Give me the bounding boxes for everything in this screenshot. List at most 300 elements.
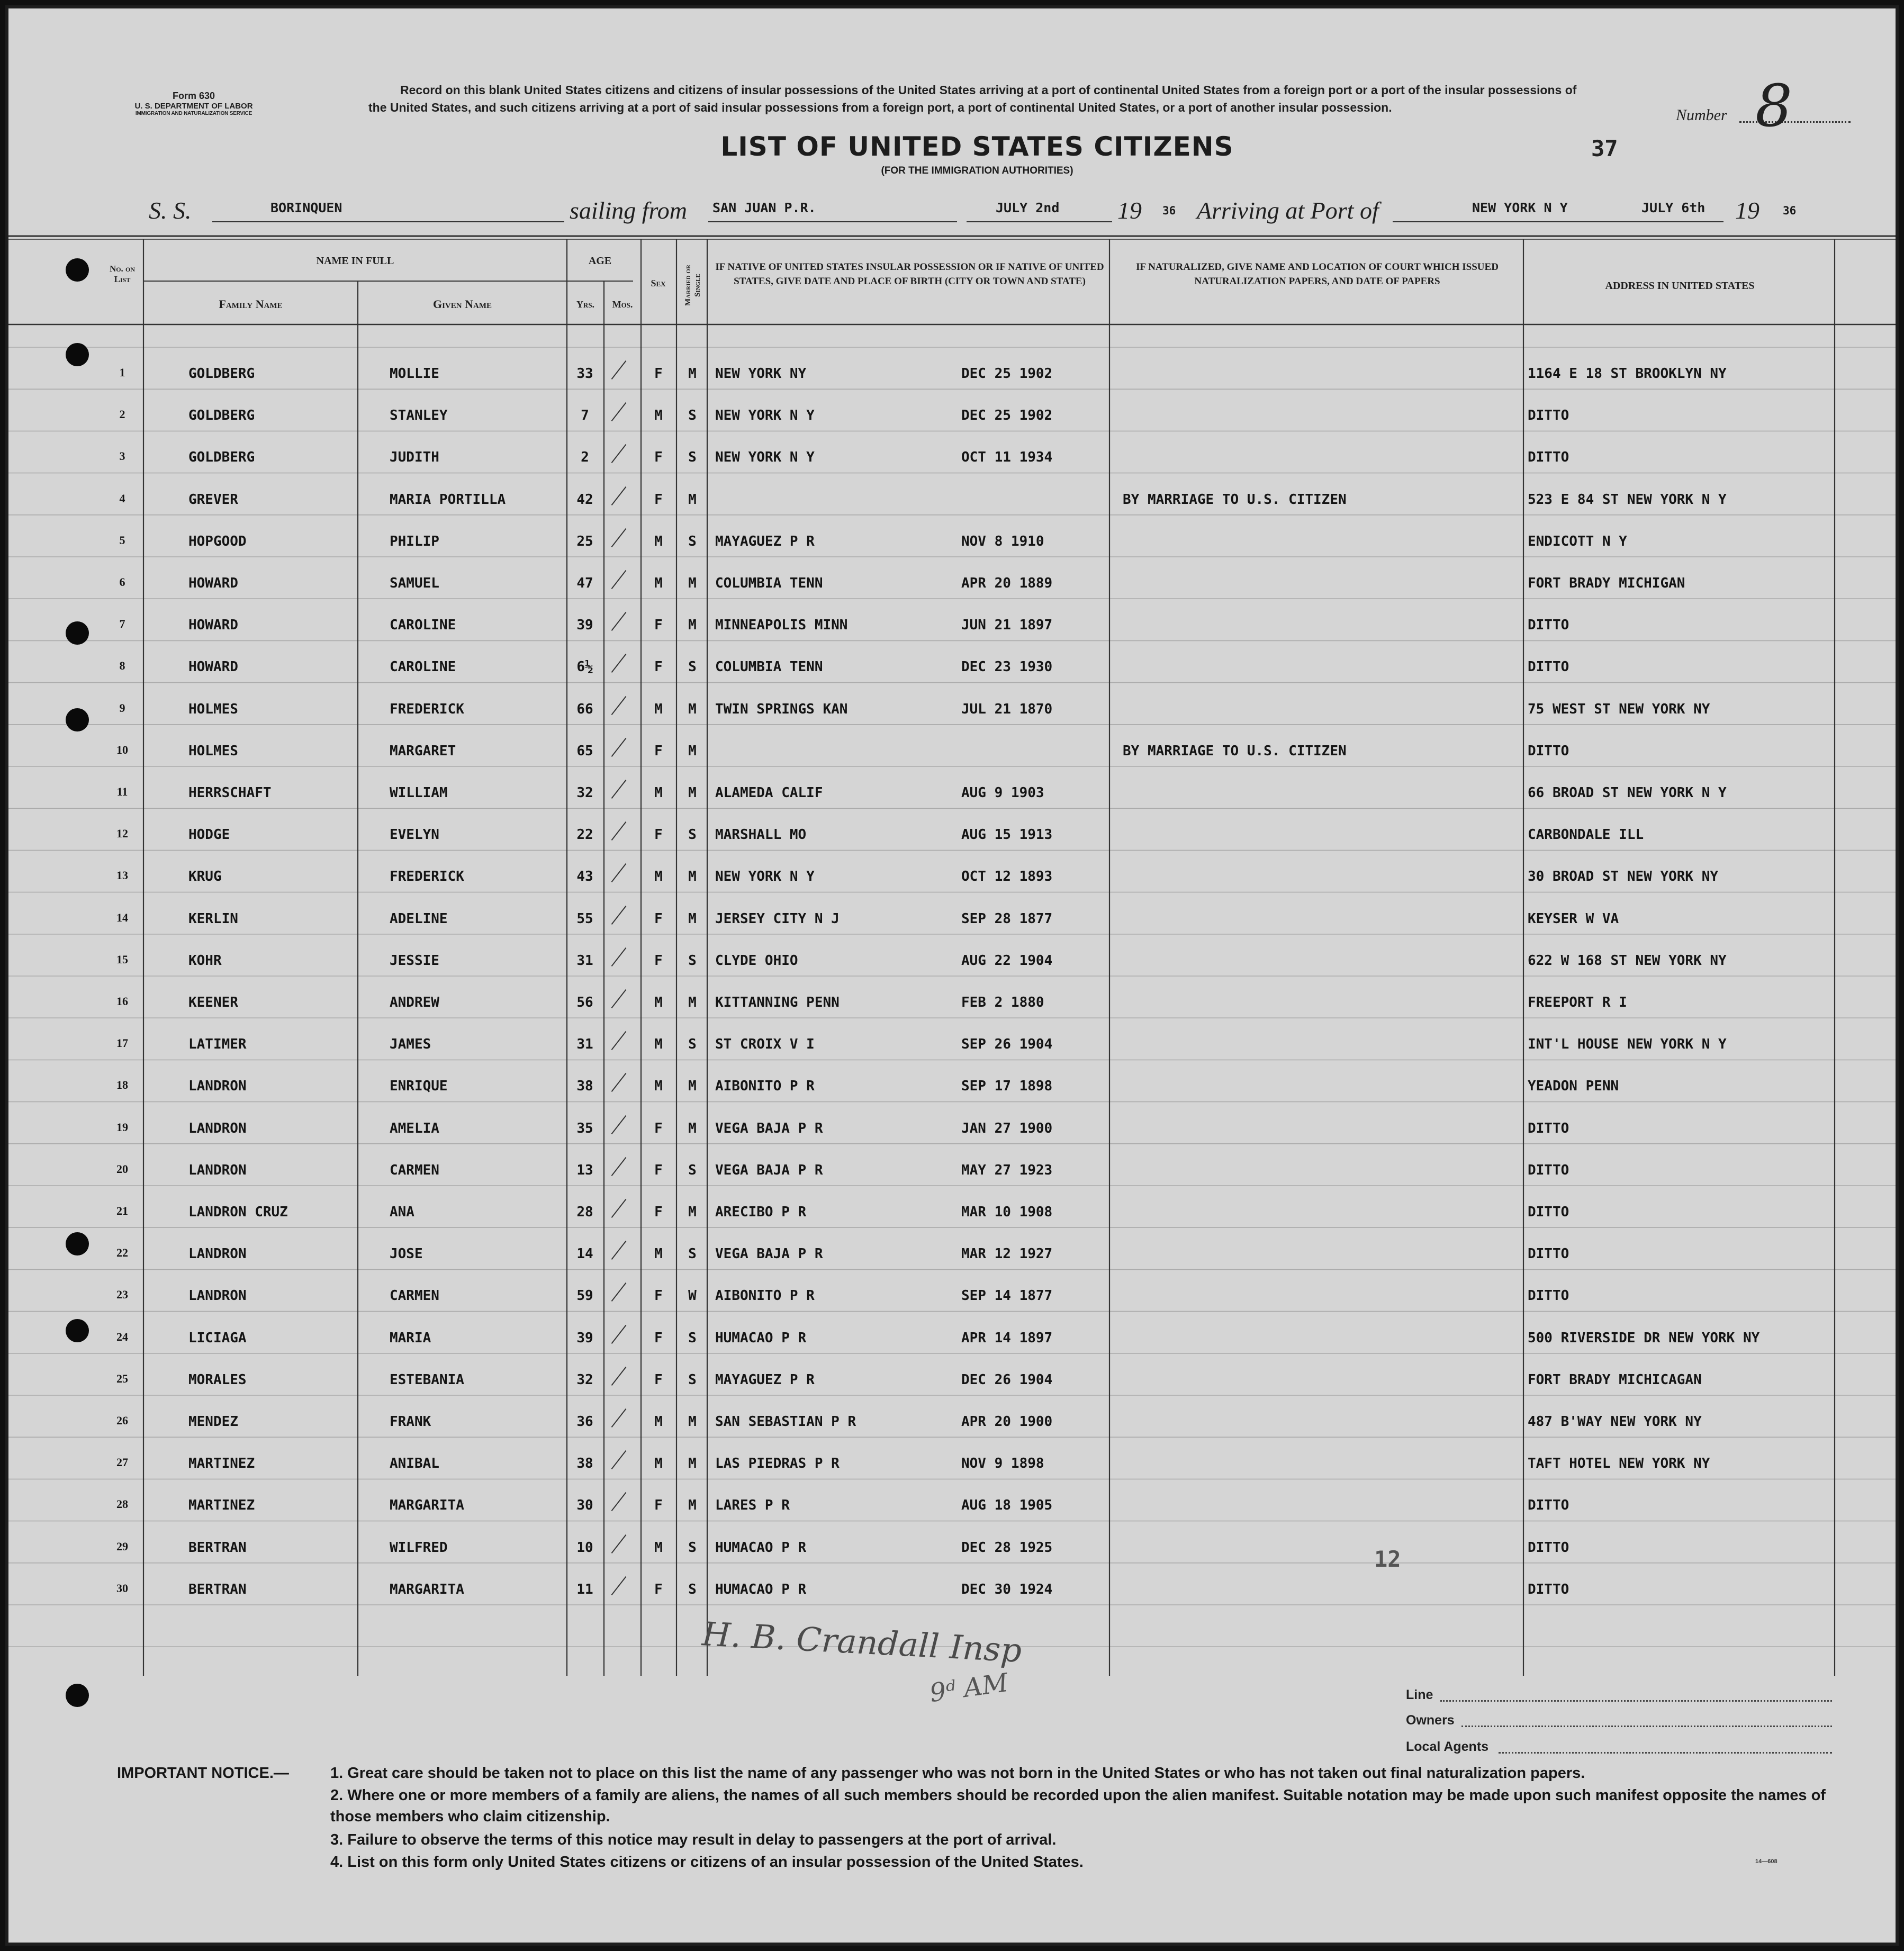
family-name: KOHR xyxy=(188,952,222,969)
age-years: 22 xyxy=(576,827,593,843)
birthplace: ARECIBO P R xyxy=(715,1204,807,1220)
family-name: HOWARD xyxy=(188,617,238,634)
age-years: 43 xyxy=(576,869,593,885)
row-number: 18 xyxy=(116,1078,128,1092)
sex: F xyxy=(654,1497,663,1514)
given-name: SAMUEL xyxy=(390,575,439,591)
naturalization-info: BY MARRIAGE TO U.S. CITIZEN xyxy=(1123,491,1347,508)
row-number: 10 xyxy=(116,743,128,756)
notice-item-2: 2. Where one or more members of a family are aliens, the names of all such members should be recorded upon the alien manifest. Suitable notation may be made upon such manifest opposite the names of those members who claim citizenship. xyxy=(330,1787,1826,1825)
binder-hole xyxy=(66,1684,89,1707)
family-name: LANDRON xyxy=(188,1078,247,1095)
sex: F xyxy=(654,910,663,927)
marital-status: S xyxy=(688,1246,697,1262)
given-name: ESTEBANIA xyxy=(390,1371,464,1388)
row-number: 4 xyxy=(119,491,125,505)
age-years: 13 xyxy=(576,1162,593,1178)
marital-status: M xyxy=(688,1414,697,1430)
row-number: 7 xyxy=(119,617,125,631)
marital-status: M xyxy=(688,1204,697,1220)
family-name: LATIMER xyxy=(188,1036,247,1053)
birthplace: LARES P R xyxy=(715,1497,790,1514)
col-header-years: Yrs. xyxy=(576,299,595,310)
col-header-age: AGE xyxy=(588,255,612,267)
row-number: 11 xyxy=(116,785,128,798)
given-name: CAROLINE xyxy=(390,659,456,675)
binder-hole xyxy=(66,708,89,731)
us-address: DITTO xyxy=(1528,1246,1569,1262)
sex: M xyxy=(654,575,663,591)
col-header-months: Mos. xyxy=(612,299,633,310)
age-years: 38 xyxy=(576,1456,593,1472)
given-name: FRANK xyxy=(390,1414,431,1430)
us-address: DITTO xyxy=(1528,743,1569,759)
birthplace: TWIN SPRINGS KAN xyxy=(715,701,848,717)
service-name: IMMIGRATION AND NATURALIZATION SERVICE xyxy=(135,111,252,116)
given-name: FREDERICK xyxy=(390,701,464,717)
birth-date: NOV 9 1898 xyxy=(961,1456,1044,1472)
age-years: 35 xyxy=(576,1120,593,1136)
departure-year-prefix: 19 xyxy=(1117,197,1142,224)
birth-date: SEP 26 1904 xyxy=(961,1036,1053,1053)
family-name: HOLMES xyxy=(188,701,238,717)
marital-status: S xyxy=(688,408,697,424)
birthplace: AIBONITO P R xyxy=(715,1288,815,1304)
family-name: HODGE xyxy=(188,827,230,843)
age-years: 42 xyxy=(576,491,593,508)
page-number: 37 xyxy=(1591,136,1618,161)
birthplace: HUMACAO P R xyxy=(715,1539,807,1556)
row-number: 15 xyxy=(116,952,128,966)
age-years: 6½ xyxy=(576,659,593,675)
local-agents-label: Local Agents xyxy=(1406,1739,1489,1754)
sex: M xyxy=(654,1456,663,1472)
sex: F xyxy=(654,659,663,675)
row-number: 30 xyxy=(116,1581,128,1595)
marital-status: M xyxy=(688,575,697,591)
us-address: FORT BRADY MICHICAGAN xyxy=(1528,1371,1702,1388)
marital-status: M xyxy=(688,701,697,717)
given-name: ANIBAL xyxy=(390,1456,439,1472)
birth-date: DEC 25 1902 xyxy=(961,366,1053,382)
us-address: DITTO xyxy=(1528,1581,1569,1597)
family-name: HOPGOOD xyxy=(188,533,247,549)
us-address: DITTO xyxy=(1528,617,1569,634)
sex: M xyxy=(654,533,663,549)
us-address: FREEPORT R I xyxy=(1528,995,1627,1010)
col-header-name-in-full: NAME IN FULL xyxy=(316,255,394,267)
birth-date: NOV 8 1910 xyxy=(961,533,1044,549)
row-number: 22 xyxy=(116,1246,128,1260)
arrival-year: 36 xyxy=(1783,204,1797,217)
age-years: 59 xyxy=(576,1288,593,1304)
page-subtitle: (FOR THE IMMIGRATION AUTHORITIES) xyxy=(881,165,1073,176)
us-address: FORT BRADY MICHIGAN xyxy=(1528,575,1685,591)
binder-hole xyxy=(66,343,89,366)
birth-date: APR 20 1900 xyxy=(961,1414,1053,1430)
birthplace: NEW YORK NY xyxy=(715,366,807,382)
birthplace: ALAMEDA CALIF xyxy=(715,785,823,801)
number-label: Number xyxy=(1676,106,1727,124)
departure-date: JULY 2nd xyxy=(996,200,1060,215)
department-name: U. S. DEPARTMENT OF LABOR xyxy=(134,102,253,111)
stamp-mark: 12 xyxy=(1374,1546,1401,1572)
col-header-married-single: Married or Single xyxy=(684,265,702,306)
family-name: HOLMES xyxy=(188,743,238,759)
family-name: LANDRON xyxy=(188,1162,247,1178)
given-name: CARMEN xyxy=(390,1162,439,1178)
row-number: 2 xyxy=(119,408,125,421)
birth-date: AUG 22 1904 xyxy=(961,952,1053,969)
sex: F xyxy=(654,1120,663,1136)
row-number: 24 xyxy=(116,1330,128,1343)
us-address: DITTO xyxy=(1528,1162,1569,1178)
given-name: JAMES xyxy=(390,1036,431,1053)
birth-date: APR 20 1889 xyxy=(961,575,1053,591)
sex: M xyxy=(654,1246,663,1262)
marital-status: M xyxy=(688,869,697,885)
birth-date: APR 14 1897 xyxy=(961,1330,1053,1346)
family-name: LANDRON xyxy=(188,1288,247,1304)
us-address: INT'L HOUSE NEW YORK N Y xyxy=(1528,1036,1727,1053)
footer-code: 14—608 xyxy=(1755,1858,1777,1865)
marital-status: M xyxy=(688,1078,697,1095)
us-address: 66 BROAD ST NEW YORK N Y xyxy=(1528,785,1727,801)
row-number: 23 xyxy=(116,1288,128,1302)
family-name: HOWARD xyxy=(188,659,238,675)
marital-status: S xyxy=(688,449,697,466)
age-years: 31 xyxy=(576,1036,593,1053)
age-years: 32 xyxy=(576,785,593,801)
sex: M xyxy=(654,1414,663,1430)
sex: F xyxy=(654,449,663,466)
birth-date: OCT 11 1934 xyxy=(961,449,1053,466)
sex: M xyxy=(654,785,663,801)
birthplace: MAYAGUEZ P R xyxy=(715,1371,815,1388)
age-years: 30 xyxy=(576,1497,593,1514)
age-years: 39 xyxy=(576,617,593,634)
col-header-no: No. on List xyxy=(109,264,136,284)
given-name: PHILIP xyxy=(390,533,439,549)
given-name: JUDITH xyxy=(390,449,439,466)
birthplace: VEGA BAJA P R xyxy=(715,1162,823,1178)
given-name: MARGARITA xyxy=(390,1581,464,1597)
us-address: ENDICOTT N Y xyxy=(1528,533,1627,549)
instructions-text: Record on this blank United States citizens and citizens of insular possessions of the United States arriving at a port of continental United States from a foreign port or a port of the insular possessions of the United States, and such citizens arriving at a port of said insular possessions from a foreign port, a port of continental United States, or a port of another insular possession. xyxy=(368,83,1577,114)
sailing-from-label: sailing from xyxy=(570,197,687,224)
birth-date: MAR 10 1908 xyxy=(961,1204,1053,1220)
birthplace: NEW YORK N Y xyxy=(715,449,815,466)
sex: F xyxy=(654,952,663,969)
birthplace: MARSHALL MO xyxy=(715,827,807,843)
us-address: 487 B'WAY NEW YORK NY xyxy=(1528,1414,1702,1430)
birth-date: AUG 18 1905 xyxy=(961,1497,1053,1514)
list-number: 8 xyxy=(1755,72,1792,140)
sex: M xyxy=(654,1036,663,1053)
binder-hole xyxy=(66,1319,89,1342)
given-name: CARMEN xyxy=(390,1288,439,1304)
birthplace: JERSEY CITY N J xyxy=(715,910,840,927)
marital-status: M xyxy=(688,1497,697,1514)
marital-status: S xyxy=(688,1581,697,1597)
arrival-port: NEW YORK N Y xyxy=(1472,200,1568,215)
birth-date: SEP 28 1877 xyxy=(961,910,1053,927)
birth-date: DEC 26 1904 xyxy=(961,1371,1053,1388)
age-years: 47 xyxy=(576,575,593,591)
given-name: CAROLINE xyxy=(390,617,456,634)
given-name: ANDREW xyxy=(390,995,439,1010)
row-number: 1 xyxy=(119,366,125,379)
family-name: GREVER xyxy=(188,491,238,508)
us-address: 500 RIVERSIDE DR NEW YORK NY xyxy=(1528,1330,1760,1346)
form-number: Form 630 xyxy=(172,91,215,101)
us-address: CARBONDALE ILL xyxy=(1528,827,1644,843)
family-name: GOLDBERG xyxy=(188,408,255,424)
birth-date: MAR 12 1927 xyxy=(961,1246,1053,1262)
birthplace: MINNEAPOLIS MINN xyxy=(715,617,848,634)
sex: F xyxy=(654,1204,663,1220)
marital-status: S xyxy=(688,1371,697,1388)
marital-status: S xyxy=(688,827,697,843)
marital-status: M xyxy=(688,1120,697,1136)
given-name: WILLIAM xyxy=(390,785,448,801)
given-name: JOSE xyxy=(390,1246,423,1262)
family-name: KERLIN xyxy=(188,910,238,927)
signature-note: 9ᵈ AM xyxy=(927,1667,1010,1709)
age-years: 25 xyxy=(576,533,593,549)
family-name: GOLDBERG xyxy=(188,366,255,382)
us-address: DITTO xyxy=(1528,1539,1569,1556)
us-address: DITTO xyxy=(1528,1204,1569,1220)
birth-date: DEC 23 1930 xyxy=(961,659,1053,675)
notice-item-3: 3. Failure to observe the terms of this notice may result in delay to passengers at the port of arrival. xyxy=(330,1831,1057,1848)
age-years: 14 xyxy=(576,1246,593,1262)
sex: M xyxy=(654,408,663,424)
sex: M xyxy=(654,995,663,1010)
line-dotted xyxy=(1440,1700,1832,1702)
row-number: 28 xyxy=(116,1497,128,1511)
family-name: LICIAGA xyxy=(188,1330,247,1346)
given-name: AMELIA xyxy=(390,1120,439,1136)
notice-item-4: 4. List on this form only United States citizens or citizens of an insular possession of the United States. xyxy=(330,1854,1084,1871)
row-number: 26 xyxy=(116,1414,128,1427)
given-name: ANA xyxy=(390,1204,414,1220)
birth-date: DEC 28 1925 xyxy=(961,1539,1053,1556)
given-name: EVELYN xyxy=(390,827,439,843)
sex: F xyxy=(654,1162,663,1178)
arrival-year-prefix: 19 xyxy=(1735,197,1759,224)
row-number: 5 xyxy=(119,533,125,547)
us-address: KEYSER W VA xyxy=(1528,910,1619,927)
marital-status: M xyxy=(688,995,697,1010)
row-number: 12 xyxy=(116,827,128,841)
family-name: LANDRON xyxy=(188,1246,247,1262)
binder-hole xyxy=(66,258,89,282)
us-address: DITTO xyxy=(1528,659,1569,675)
birth-date: AUG 15 1913 xyxy=(961,827,1053,843)
sex: F xyxy=(654,617,663,634)
col-header-birthplace: IF NATIVE OF UNITED STATES INSULAR POSSESSION OR IF NATIVE OF UNITED STATES, GIVE DATE AND PLACE OF BIRTH (CITY OR TOWN AND STATE) xyxy=(715,261,1104,287)
ss-label: S. S. xyxy=(149,197,192,224)
family-name: GOLDBERG xyxy=(188,449,255,466)
age-years: 31 xyxy=(576,952,593,969)
col-header-given-name: Given Name xyxy=(432,297,492,311)
marital-status: S xyxy=(688,1539,697,1556)
birthplace: NEW YORK N Y xyxy=(715,408,815,424)
local-agents-dotted xyxy=(1499,1752,1832,1754)
age-years: 32 xyxy=(576,1371,593,1388)
birthplace: ST CROIX V I xyxy=(715,1036,815,1053)
given-name: STANLEY xyxy=(390,408,448,424)
birthplace: MAYAGUEZ P R xyxy=(715,533,815,549)
given-name: MARIA PORTILLA xyxy=(390,491,506,508)
birth-date: JUN 21 1897 xyxy=(961,617,1053,634)
us-address: 622 W 168 ST NEW YORK NY xyxy=(1528,952,1727,969)
marital-status: M xyxy=(688,1456,697,1472)
us-address: DITTO xyxy=(1528,1120,1569,1136)
birth-date: MAY 27 1923 xyxy=(961,1162,1053,1178)
sex: F xyxy=(654,827,663,843)
row-number: 29 xyxy=(116,1539,128,1553)
birth-date: AUG 9 1903 xyxy=(961,785,1044,801)
family-name: MARTINEZ xyxy=(188,1456,255,1472)
notice-heading: IMPORTANT NOTICE.— xyxy=(117,1765,289,1782)
birth-date: JAN 27 1900 xyxy=(961,1120,1053,1136)
us-address: 30 BROAD ST NEW YORK NY xyxy=(1528,869,1719,885)
family-name: MENDEZ xyxy=(188,1414,238,1430)
inspector-signature: H. B. Crandall Insp xyxy=(701,1614,1023,1670)
row-number: 17 xyxy=(116,1036,128,1050)
us-address: DITTO xyxy=(1528,1497,1569,1514)
marital-status: M xyxy=(688,743,697,759)
marital-status: S xyxy=(688,1036,697,1053)
marital-status: M xyxy=(688,785,697,801)
given-name: ENRIQUE xyxy=(390,1078,448,1095)
marital-status: S xyxy=(688,952,697,969)
age-years: 65 xyxy=(576,743,593,759)
marital-status: S xyxy=(688,533,697,549)
given-name: MARIA xyxy=(390,1330,431,1346)
family-name: HERRSCHAFT xyxy=(188,785,272,801)
birthplace: VEGA BAJA P R xyxy=(715,1120,823,1136)
birth-date: DEC 25 1902 xyxy=(961,408,1053,424)
family-name: BERTRAN xyxy=(188,1581,247,1597)
row-number: 8 xyxy=(119,659,125,673)
arrival-date: JULY 6th xyxy=(1641,200,1706,215)
sex: F xyxy=(654,366,663,382)
departure-year: 36 xyxy=(1162,204,1176,217)
given-name: JESSIE xyxy=(390,952,439,969)
ship-name: BORINQUEN xyxy=(270,200,342,215)
us-address: DITTO xyxy=(1528,408,1569,424)
us-address: 1164 E 18 ST BROOKLYN NY xyxy=(1528,366,1727,382)
age-years: 28 xyxy=(576,1204,593,1220)
binder-hole xyxy=(66,1232,89,1255)
age-years: 36 xyxy=(576,1414,593,1430)
marital-status: S xyxy=(688,659,697,675)
given-name: MARGARET xyxy=(390,743,456,759)
sex: F xyxy=(654,1581,663,1597)
age-years: 2 xyxy=(581,449,589,466)
us-address: DITTO xyxy=(1528,1288,1569,1304)
us-address: TAFT HOTEL NEW YORK NY xyxy=(1528,1456,1710,1472)
row-number: 16 xyxy=(116,995,128,1008)
line-label: Line xyxy=(1406,1687,1433,1702)
sex: M xyxy=(654,869,663,885)
sex: M xyxy=(654,701,663,717)
row-number: 27 xyxy=(116,1456,128,1469)
family-name: LANDRON CRUZ xyxy=(188,1204,288,1220)
birthplace: COLUMBIA TENN xyxy=(715,575,823,591)
age-years: 7 xyxy=(581,408,589,424)
age-years: 56 xyxy=(576,995,593,1010)
us-address: 75 WEST ST NEW YORK NY xyxy=(1528,701,1710,717)
birthplace: AIBONITO P R xyxy=(715,1078,815,1095)
us-address: 523 E 84 ST NEW YORK N Y xyxy=(1528,491,1727,508)
birthplace: CLYDE OHIO xyxy=(715,952,798,969)
given-name: FREDERICK xyxy=(390,869,464,885)
given-name: MARGARITA xyxy=(390,1497,464,1514)
age-years: 38 xyxy=(576,1078,593,1095)
row-number: 21 xyxy=(116,1204,128,1217)
marital-status: M xyxy=(688,366,697,382)
owners-label: Owners xyxy=(1406,1713,1455,1728)
age-years: 10 xyxy=(576,1539,593,1556)
col-header-naturalization: IF NATURALIZED, GIVE NAME AND LOCATION OF COURT WHICH ISSUED NATURALIZATION PAPERS, AND DATE OF PAPERS xyxy=(1136,261,1499,287)
arriving-label: Arriving at Port of xyxy=(1197,197,1379,224)
row-number: 14 xyxy=(116,910,128,924)
family-name: BERTRAN xyxy=(188,1539,247,1556)
birthplace: HUMACAO P R xyxy=(715,1581,807,1597)
binder-hole xyxy=(66,621,89,645)
row-number: 3 xyxy=(119,449,125,463)
owners-dotted xyxy=(1461,1726,1832,1727)
col-header-family-name: Family Name xyxy=(219,297,283,311)
page-title: LIST OF UNITED STATES CITIZENS xyxy=(720,131,1234,162)
age-years: 39 xyxy=(576,1330,593,1346)
birth-date: JUL 21 1870 xyxy=(961,701,1053,717)
age-years: 66 xyxy=(576,701,593,717)
birthplace: LAS PIEDRAS P R xyxy=(715,1456,840,1472)
sex: F xyxy=(654,743,663,759)
marital-status: M xyxy=(688,617,697,634)
birthplace: KITTANNING PENN xyxy=(715,995,840,1010)
row-number: 25 xyxy=(116,1371,128,1385)
birth-date: OCT 12 1893 xyxy=(961,869,1053,885)
sex: F xyxy=(654,1330,663,1346)
marital-status: S xyxy=(688,1330,697,1346)
sex: F xyxy=(654,1288,663,1304)
birth-date: SEP 14 1877 xyxy=(961,1288,1053,1304)
family-name: KEENER xyxy=(188,995,238,1010)
row-number: 6 xyxy=(119,575,125,589)
us-address: YEADON PENN xyxy=(1528,1078,1619,1095)
birthplace: VEGA BAJA P R xyxy=(715,1246,823,1262)
age-years: 33 xyxy=(576,366,593,382)
us-address: DITTO xyxy=(1528,449,1569,466)
col-header-address: ADDRESS IN UNITED STATES xyxy=(1605,280,1755,292)
family-name: KRUG xyxy=(188,869,222,885)
marital-status: M xyxy=(688,491,697,508)
notice-item-1: 1. Great care should be taken not to place on this list the name of any passenger who was not born in the United States or who has not taken out final naturalization papers. xyxy=(330,1765,1585,1782)
naturalization-info: BY MARRIAGE TO U.S. CITIZEN xyxy=(1123,743,1347,759)
manifest-sheet xyxy=(5,5,1899,1946)
departure-port: SAN JUAN P.R. xyxy=(712,200,816,215)
family-name: MORALES xyxy=(188,1371,247,1388)
sex: F xyxy=(654,1371,663,1388)
family-name: HOWARD xyxy=(188,575,238,591)
age-years: 55 xyxy=(576,910,593,927)
